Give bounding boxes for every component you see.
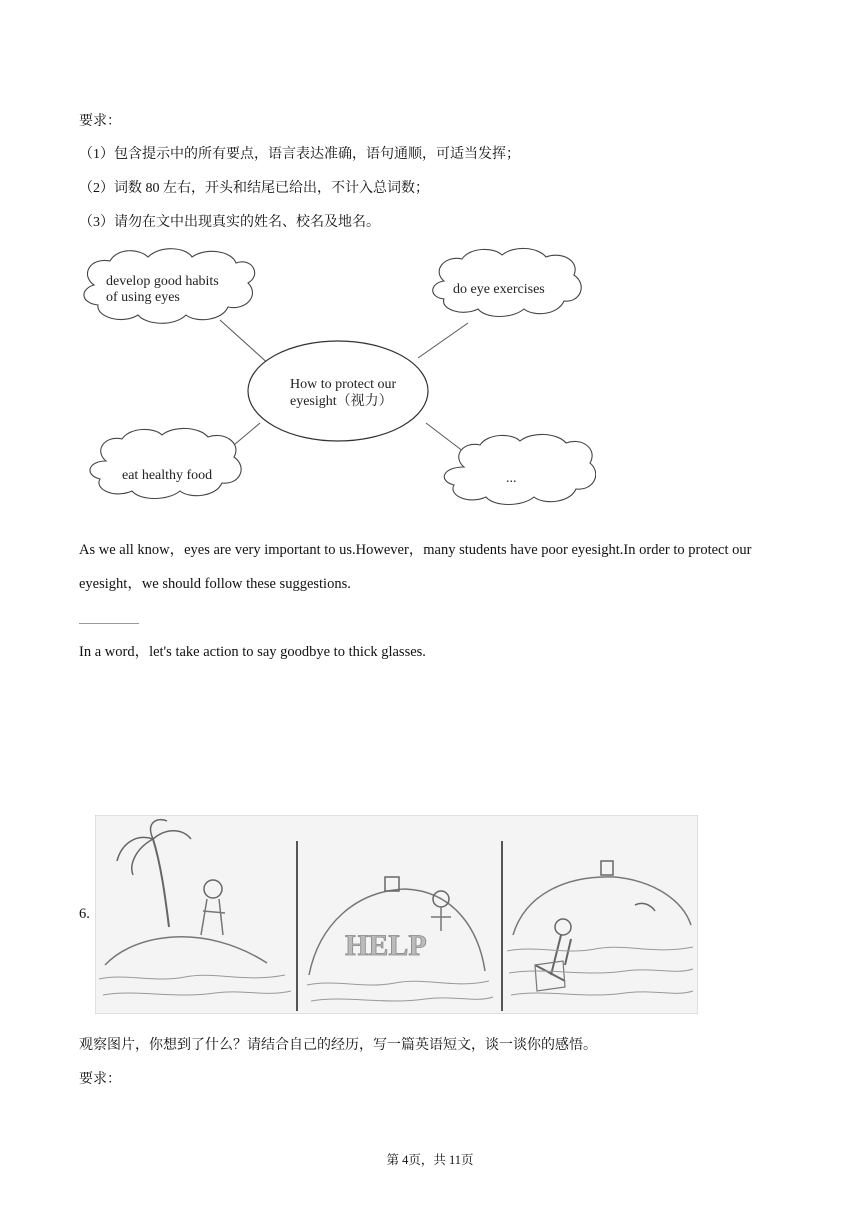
question-6-prompt: 观察图片，你想到了什么？请结合自己的经历，写一篇英语短文，谈一谈你的感悟。	[79, 1038, 597, 1053]
essay-opening-line1: As we all know，eyes are very important to us.However，many students have poor eyesight.In order to protect our	[79, 542, 752, 558]
mind-map-diagram	[76, 245, 596, 525]
cloud-top-left-text-line2: of using eyes	[106, 290, 180, 305]
cloud-bottom-left-text: eat healthy food	[122, 468, 213, 483]
cartoon-frame	[95, 815, 698, 1014]
cloud-top-left	[84, 249, 255, 324]
cloud-top-right-text: do eye exercises	[453, 282, 545, 297]
center-text-line2: eyesight（视力）	[290, 394, 393, 409]
cartoon-strip	[95, 815, 698, 1014]
requirement-item-3: （3）请勿在文中出现真实的姓名、校名及地名。	[79, 215, 380, 230]
cloud-bottom-right	[444, 434, 595, 504]
essay-opening-line2: eyesight，we should follow these suggestions.	[79, 576, 351, 592]
cloud-top-right	[433, 248, 581, 316]
question-6-requirements-heading: 要求：	[79, 1072, 121, 1087]
cloud-bottom-right-text: ...	[506, 471, 517, 486]
requirement-item-2: （2）词数 80 左右，开头和结尾已给出，不计入总词数；	[79, 181, 429, 196]
essay-closing: In a word，let's take action to say goodbye to thick glasses.	[79, 644, 426, 660]
answer-blank-line	[79, 623, 139, 624]
cloud-bottom-left	[90, 428, 241, 498]
cloud-top-left-text-line1: develop good habits	[106, 274, 219, 289]
page-footer: 第 4页，共 11页	[386, 1153, 474, 1167]
connector-top-right	[418, 323, 468, 358]
requirements-heading: 要求：	[79, 114, 121, 129]
center-text-line1: How to protect our	[290, 377, 397, 392]
requirement-item-1: （1）包含提示中的所有要点，语言表达准确，语句通顺，可适当发挥；	[79, 147, 520, 162]
help-text: HELP	[345, 929, 427, 962]
question-6-number: 6.	[79, 906, 90, 922]
